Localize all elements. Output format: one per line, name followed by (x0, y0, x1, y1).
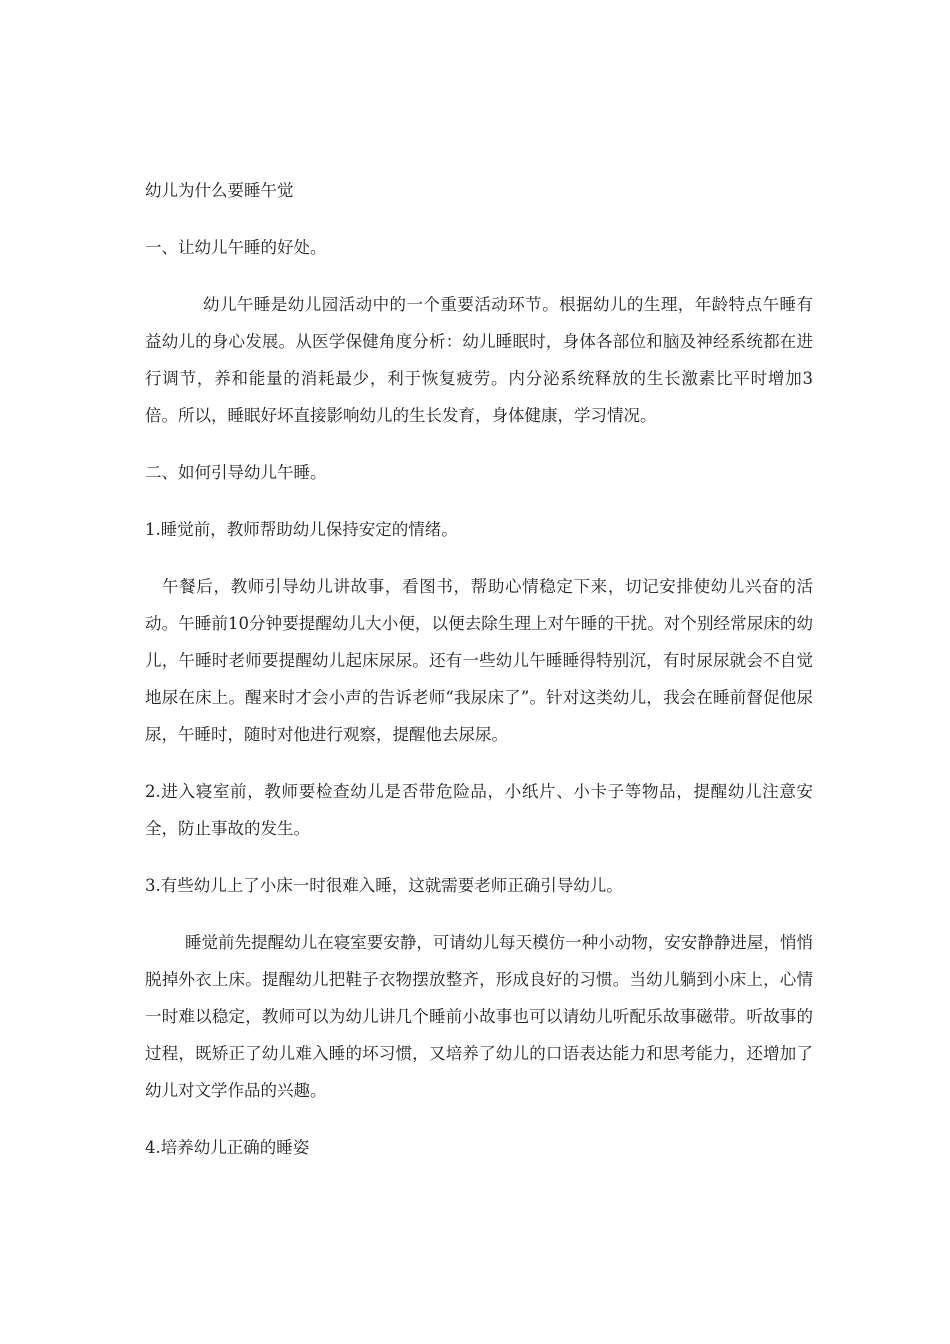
document-body (145, 172, 813, 1166)
document-title: 幼儿为什么要睡午觉 (145, 181, 294, 200)
section-2-heading: 二、如何引导幼儿午睡。 (145, 463, 327, 482)
item-1-paragraph: 午餐后，教师引导幼儿讲故事，看图书，帮助心情稳定下来，切记安排使幼儿兴奋的活动。午睡前10分钟要提醒幼儿大小便，以便去除生理上对午睡的干扰。对个别经常尿床的幼儿，午睡时老师要提醒幼儿起床尿尿。还有一些幼儿午睡睡得特别沉，有时尿尿就会不自觉地尿在床上。醒来时才会小声的告诉老师“我尿床了”。针对这类幼儿，我会在睡前督促他尿尿，午睡时，随时对他进行观察，提醒他去尿尿。 (145, 577, 813, 744)
section-1-heading: 一、让幼儿午睡的好处。 (145, 238, 327, 257)
item-1-heading: 1.睡觉前，教师帮助幼儿保持安定的情绪。 (145, 520, 458, 539)
item-3-heading: 3.有些幼儿上了小床一时很难入睡，这就需要老师正确引导幼儿。 (145, 876, 623, 895)
item-3-paragraph: 睡觉前先提醒幼儿在寝室要安静，可请幼儿每天模仿一种小动物，安安静静进屋，悄悄脱掉外衣上床。提醒幼儿把鞋子衣物摆放整齐，形成良好的习惯。当幼儿躺到小床上，心情一时难以稳定，教师可以为幼儿讲几个睡前小故事也可以请幼儿听配乐故事磁带。听故事的过程，既矫正了幼儿难入睡的坏习惯，又培养了幼儿的口语表达能力和思考能力，还增加了幼儿对文学作品的兴趣。 (145, 933, 813, 1100)
item-2-paragraph: 2.进入寝室前，教师要检查幼儿是否带危险品，小纸片、小卡子等物品，提醒幼儿注意安全，防止事故的发生。 (145, 782, 813, 838)
item-4-heading: 4.培养幼儿正确的睡姿 (145, 1138, 310, 1157)
section-1-paragraph: 幼儿午睡是幼儿园活动中的一个重要活动环节。根据幼儿的生理，年龄特点午睡有益幼儿的身心发展。从医学保健角度分析：幼儿睡眠时，身体各部位和脑及神经系统都在进行调节，养和能量的消耗最少，利于恢复疲劳。内分泌系统释放的生长激素比平时增加3倍。所以，睡眠好坏直接影响幼儿的生长发育，身体健康，学习情况。 (145, 295, 813, 425)
